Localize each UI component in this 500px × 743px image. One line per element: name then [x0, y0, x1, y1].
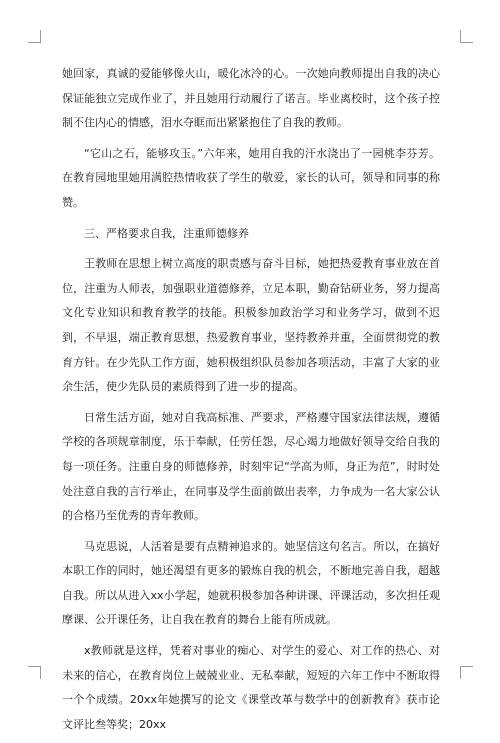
paragraph-quote: “它山之石，能够攻玉。”六年来，她用自我的汗水浇出了一园桃李芬芳。在教育园地里她用满腔热情收获了学生的敬爱，家长的认可，领导和同事的称赞。: [62, 146, 440, 209]
paragraph-ideology: 王教师在思想上树立高度的职责感与奋斗目标，她把热爱教育事业放在首位，注重为人师表，加强职业道德修养，立足本职，勤奋钻研业务，努力提高文化专业知识和教育教学的技能。积极参加政治学习和业务学习，做到不迟到，不早退，端正教育思想，热爱教育事业，坚持教养并重，全面贯彻党的教育方针。在少先队工作方面，她积极组织队员参加各项活动，丰富了大家的业余生活，使少先队员的素质得到了进一步的提高。: [62, 257, 440, 394]
crop-mark-bottom-left: [28, 666, 41, 679]
paragraph-marx: 马克思说，人活着是要有点精神追求的。她坚信这句名言。所以，在搞好本职工作的同时，她还渴望有更多的锻炼自我的机会，不断地完善自我，超越自我。所以从进入xx小学起，她就积极参加各种讲课、评课活动，多次担任观摩课、公开课任务，让自我在教育的舞台上能有所成就。: [62, 539, 440, 627]
paragraph-continuation: 她回家，真诚的爱能够像火山，暖化冰冷的心。一次她向教师提出自我的决心保证能独立完成作业了，并且她用行动履行了诺言。毕业离校时，这个孩子控制不住内心的情感，泪水夺眶而出紧紧抱住了自我的教师。: [62, 67, 440, 130]
crop-mark-top-right: [460, 30, 473, 43]
document-body: [62, 62, 440, 743]
crop-mark-top-left: [28, 30, 41, 43]
crop-mark-bottom-right: [460, 666, 473, 679]
paragraph-achievements: x教师就是这样，凭着对事业的痴心、对学生的爱心、对工作的热心、对未来的信心，在教育岗位上兢兢业业、无私奉献，短短的六年工作中不断取得一个个成绩。20xx年她撰写的论文《课堂改革与数学中的创新教育》获市论文评比叁等奖；20xx: [62, 644, 440, 731]
section-heading: 三、严格要求自我，注重师德修养: [84, 226, 249, 240]
paragraph-daily-life: 日常生活方面，她对自我高标准、严要求，严格遵守国家法律法规，遵循学校的各项规章制度，乐于奉献，任劳任怨，尽心竭力地做好领导交给自我的每一项任务。注重自身的师德修养，时刻牢记“学高为师，身正为范”，时时处处注意自我的言行举止，在同事及学生面前做出表率，力争成为一名大家公认的合格乃至优秀的青年教师。: [62, 410, 440, 523]
